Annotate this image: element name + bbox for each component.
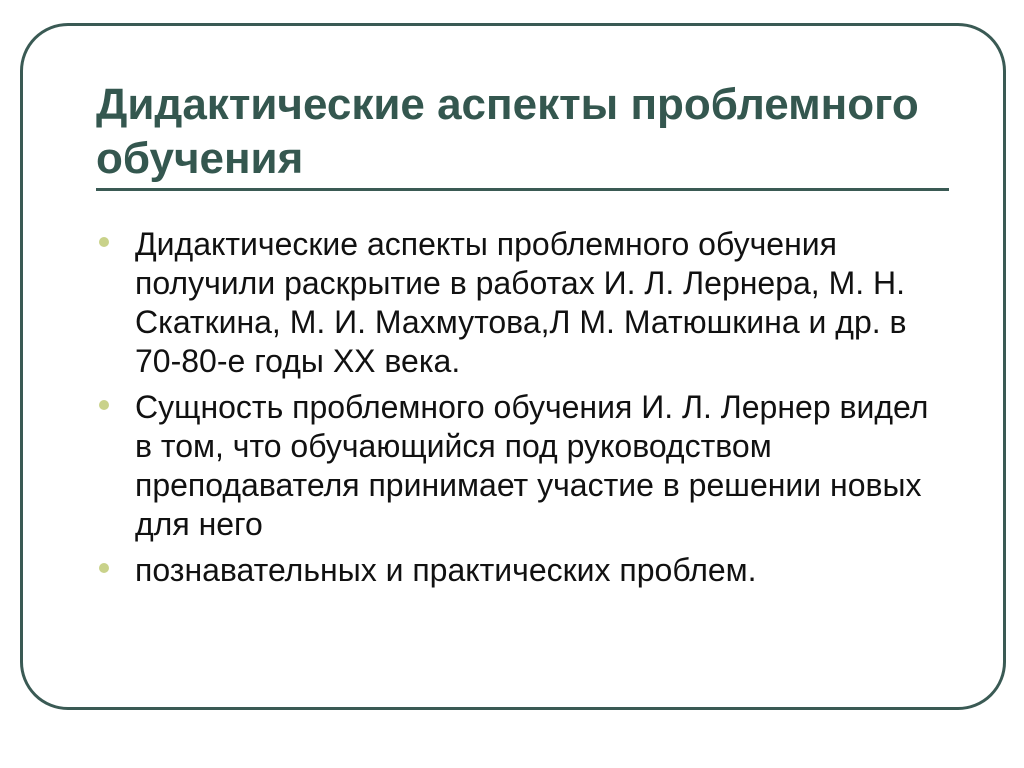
bullet-dot-icon [99,237,109,247]
title-underline [96,188,949,191]
bullet-text: Дидактические аспекты проблемного обучения получили раскрытие в работах И. Л. Лернера, М. Н. Скаткина, М. И. Махмутова,Л М. Матюшкина и др. в 70-80-е годы XX века. [135,226,907,379]
bullet-text: познавательных и практических проблем. [135,552,757,588]
bullet-text: Сущность проблемного обучения И. Л. Лернер видел в том, что обучающийся под руководством преподавателя принимает участие в решении новых для него [135,389,929,542]
bullet-dot-icon [99,400,109,410]
bullet-item [92,551,942,590]
bullet-dot-icon [99,563,109,573]
bullet-item [92,388,942,544]
slide-title: Дидактические аспекты проблемного обучения [96,80,919,183]
bullet-list [92,225,942,597]
bullet-item [92,225,942,381]
